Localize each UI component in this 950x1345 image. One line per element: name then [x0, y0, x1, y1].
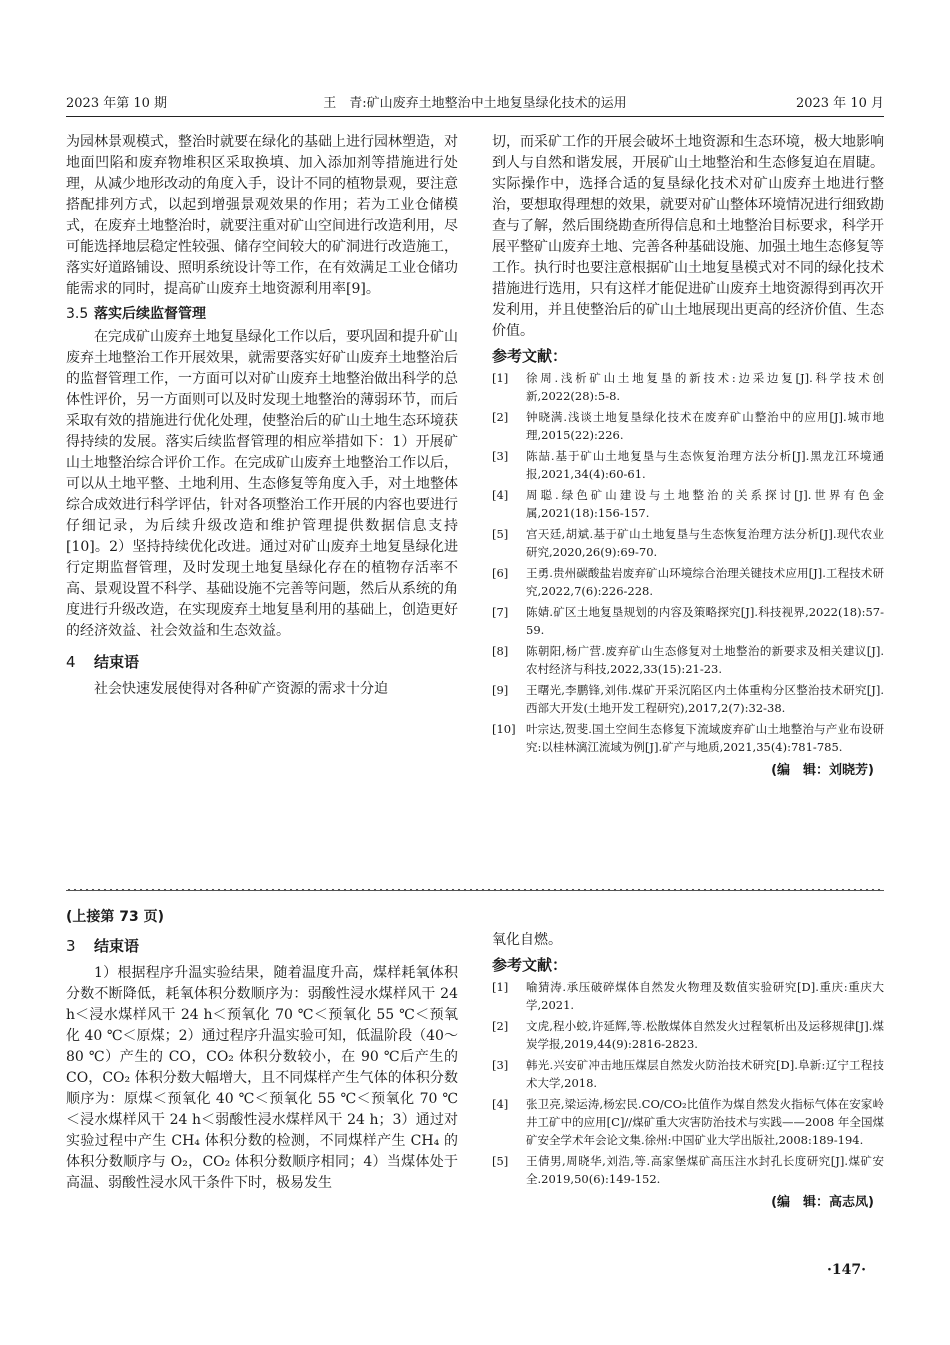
section-heading-3-5 — [66, 304, 458, 325]
reference-number: [5] — [492, 1154, 509, 1168]
page-number: ·147· — [827, 1262, 866, 1278]
section-title: 落实后续监督管理 — [94, 306, 206, 322]
reference-item — [492, 564, 884, 600]
running-header — [66, 92, 884, 114]
reference-list — [492, 978, 884, 1188]
reference-number: [3] — [492, 1058, 509, 1072]
section-number: 3.5 — [66, 306, 89, 322]
reference-number: [6] — [492, 566, 509, 580]
reference-text: 陈婧.矿区土地复垦规划的内容及策略探究[J].科技视界,2022(18):57-59. — [526, 605, 884, 637]
editor-credit: (编 辑：刘晓芳) — [771, 763, 874, 778]
reference-item — [492, 408, 884, 444]
references-heading: 参考文献： — [492, 347, 568, 365]
reference-number: [10] — [492, 722, 516, 736]
paragraph: 切，而采矿工作的开展会破坏土地资源和生态环境，极大地影响到人与自然和谐发展，开展矿山土地整治和生态修复迫在眉睫。实际操作中，选择合适的复垦绿化技术对矿山废弃土地进行整治，要想取得理想的效果，就要对矿山整体环境情况进行细致勘查与了解，然后围绕勘查所得信息和土地整治目标要求，科学开展平整矿山废弃土地、完善各种基础设施、加强土地生态修复等工作。执行时也要注意根据矿山土地复垦模式对不同的绿化技术措施进行选用，只有这样才能促进矿山废弃土地资源得到再次开发利用，并且使整治后的矿山土地展现出更高的经济价值、生态价值。 — [492, 134, 884, 339]
reference-item — [492, 720, 884, 756]
reference-number: [4] — [492, 1097, 509, 1111]
top-right-column — [492, 132, 884, 781]
bottom-left-column — [66, 936, 458, 1194]
reference-text: 张卫亮,梁运涛,杨宏民.CO/CO₂比值作为煤自然发火指标气体在安家岭井工矿中的应用[C]//煤矿重大灾害防治技术与实践——2008 年全国煤矿安全学术年会论文集.徐州:中国矿业大学出版社,2008:189-194. — [526, 1097, 884, 1147]
reference-text: 韩光.兴安矿冲击地压煤层自然发火防治技术研究[D].阜新:辽宁工程技术大学,2018. — [526, 1058, 884, 1090]
reference-item — [492, 486, 884, 522]
reference-item — [492, 978, 884, 1014]
bottom-right-column — [492, 930, 884, 1213]
reference-number: [8] — [492, 644, 509, 658]
section-number: 3 — [66, 937, 76, 955]
section-title: 结束语 — [94, 653, 140, 671]
reference-number: [5] — [492, 527, 509, 541]
reference-number: [9] — [492, 683, 509, 697]
reference-text: 陈朝阳,杨广营.废弃矿山生态修复对土地整治的新要求及相关建议[J].农村经济与科技,2022,33(15):21-23. — [526, 644, 884, 676]
reference-item — [492, 1017, 884, 1053]
reference-text: 周聪.绿色矿山建设与土地整治的关系探讨[J].世界有色金属,2021(18):156-157. — [526, 488, 884, 520]
section-heading-3 — [66, 936, 458, 957]
reference-item — [492, 525, 884, 561]
reference-item — [492, 1152, 884, 1188]
header-date: 2023 年 10 月 — [795, 96, 884, 111]
reference-item — [492, 447, 884, 483]
reference-item — [492, 1095, 884, 1149]
reference-item — [492, 642, 884, 678]
reference-text: 王勇.贵州碳酸盐岩废弃矿山环境综合治理关键技术应用[J].工程技术研究,2022,7(6):226-228. — [526, 566, 884, 598]
reference-text: 陈喆.基于矿山土地复垦与生态恢复治理方法分析[J].黑龙江环境通报,2021,34(4):60-61. — [526, 449, 884, 481]
continued-from-note: (上接第 73 页) — [66, 909, 165, 925]
reference-list — [492, 369, 884, 756]
references-heading: 参考文献： — [492, 956, 568, 974]
reference-number: [7] — [492, 605, 509, 619]
reference-text: 叶宗达,贺斐.国土空间生态修复下流域废弃矿山土地整治与产业布设研究:以桂林漓江流域为例[J].矿产与地质,2021,35(4):781-785. — [526, 722, 884, 754]
reference-text: 喻猜涛.承压破碎煤体自然发火物理及数值实验研究[D].重庆:重庆大学,2021. — [526, 980, 884, 1012]
header-article-title: 王 青:矿山废弃土地整治中土地复垦绿化技术的运用 — [323, 96, 627, 111]
reference-text: 文虎,程小蛟,许延辉,等.松散煤体自然发火过程氡析出及运移规律[J].煤炭学报,2019,44(9):2816-2823. — [526, 1019, 884, 1051]
reference-number: [1] — [492, 371, 509, 385]
reference-number: [2] — [492, 410, 509, 424]
reference-number: [4] — [492, 488, 509, 502]
reference-number: [2] — [492, 1019, 509, 1033]
article-divider — [66, 885, 884, 895]
reference-text: 钟晓满.浅谈土地复垦绿化技术在废弃矿山整治中的应用[J].城市地理,2015(22):226. — [526, 410, 884, 442]
paragraph: 在完成矿山废弃土地复垦绿化工作以后，要巩固和提升矿山废弃土地整治工作开展效果，就需要落实好矿山废弃土地整治后的监督管理工作，一方面可以对矿山废弃土地整治做出科学的总体性评价，另一方面则可以及时发现土地整治的薄弱环节，而后采取有效的措施进行优化处理，使整治后的矿山土地生态环境获得持续的发展。落实后续监督管理的相应举措如下：1）开展矿山土地整治综合评价工作。在完成矿山废弃土地整治工作以后，可以从土地平整、土地利用、生态修复等角度入手，对土地整体综合成效进行科学评估，针对各项整治工作开展的内容也要进行仔细记录，为后续升级改造和维护管理提供数据信息支持[10]。2）坚持持续优化改进。通过对矿山废弃土地复垦绿化进行定期监督管理，及时发现土地复垦绿化存在的植物存活率不高、景观设置不科学、基础设施不完善等问题，然后从系统的角度进行升级改造，在实现废弃土地复垦利用的基础上，创造更好的经济效益、社会效益和生态效益。 — [66, 329, 458, 639]
header-rule — [66, 116, 884, 117]
reference-number: [3] — [492, 449, 509, 463]
reference-text: 王倩男,周晓华,刘浩,等.高家堡煤矿高压注水封孔长度研究[J].煤矿安全.2019,50(6):149-152. — [526, 1154, 884, 1186]
reference-number: [1] — [492, 980, 509, 994]
paragraph: 社会快速发展使得对各种矿产资源的需求十分迫 — [94, 681, 388, 697]
reference-item — [492, 603, 884, 639]
editor-credit: (编 辑：高志凤) — [771, 1195, 874, 1210]
reference-text: 宫天廷,胡斌.基于矿山土地复垦与生态恢复治理方法分析[J].现代农业研究,2020,26(9):69-70. — [526, 527, 884, 559]
section-number: 4 — [66, 653, 76, 671]
top-left-column — [66, 132, 458, 700]
section-heading-4 — [66, 652, 458, 673]
reference-text: 徐周.浅析矿山土地复垦的新技术:边采边复[J].科学技术创新,2022(28):5-8. — [526, 371, 884, 403]
reference-item — [492, 369, 884, 405]
paragraph: 氧化自燃。 — [492, 932, 562, 948]
reference-text: 王曙光,李鹏锋,刘伟.煤矿开采沉陷区内土体重构分区整治技术研究[J].西部大开发(土地开发工程研究),2017,2(7):32-38. — [526, 683, 884, 715]
reference-item — [492, 1056, 884, 1092]
paragraph: 为园林景观模式，整治时就要在绿化的基础上进行园林塑造，对地面凹陷和废弃物堆积区采取换填、加入添加剂等措施进行处理，从减少地形改动的角度入手，设计不同的植物景观，要注意搭配排列方式，以起到增强景观效果的作用；若为工业仓储模式，在废弃土地整治时，就要注重对矿山空间进行改造利用，尽可能选择地层稳定性较强、储存空间较大的矿洞进行改造施工，落实好道路铺设、照明系统设计等工作，在有效满足工业仓储功能需求的同时，提高矿山废弃土地资源利用率[9]。 — [66, 134, 458, 297]
paragraph: 1）根据程序升温实验结果，随着温度升高，煤样耗氧体积分数不断降低，耗氧体积分数顺序为：弱酸性浸水煤样风干 24 h＜浸水煤样风干 24 h＜预氧化 70 ℃＜预氧化 55 ℃＜预氧化 40 ℃＜原煤；2）通过程序升温实验可知，低温阶段（40～80 ℃）产生的 CO，CO₂ 体积分数较小，在 90 ℃后产生的 CO，CO₂ 体积分数大幅增大，且不同煤样产生气体的体积分数顺序为：原煤＜预氧化 40 ℃＜预氧化 55 ℃＜预氧化 70 ℃＜浸水煤样风干 24 h＜弱酸性浸水煤样风干 24 h；3）通过对实验过程中产生 CH₄ 体积分数的检测，不同煤样产生 CH₄ 的体积分数顺序与 O₂，CO₂ 体积分数顺序相同；4）当煤体处于高温、弱酸性浸水风干条件下时，极易发生 — [66, 965, 458, 1191]
reference-item — [492, 681, 884, 717]
section-title: 结束语 — [94, 937, 140, 955]
header-issue: 2023 年第 10 期 — [66, 96, 168, 111]
